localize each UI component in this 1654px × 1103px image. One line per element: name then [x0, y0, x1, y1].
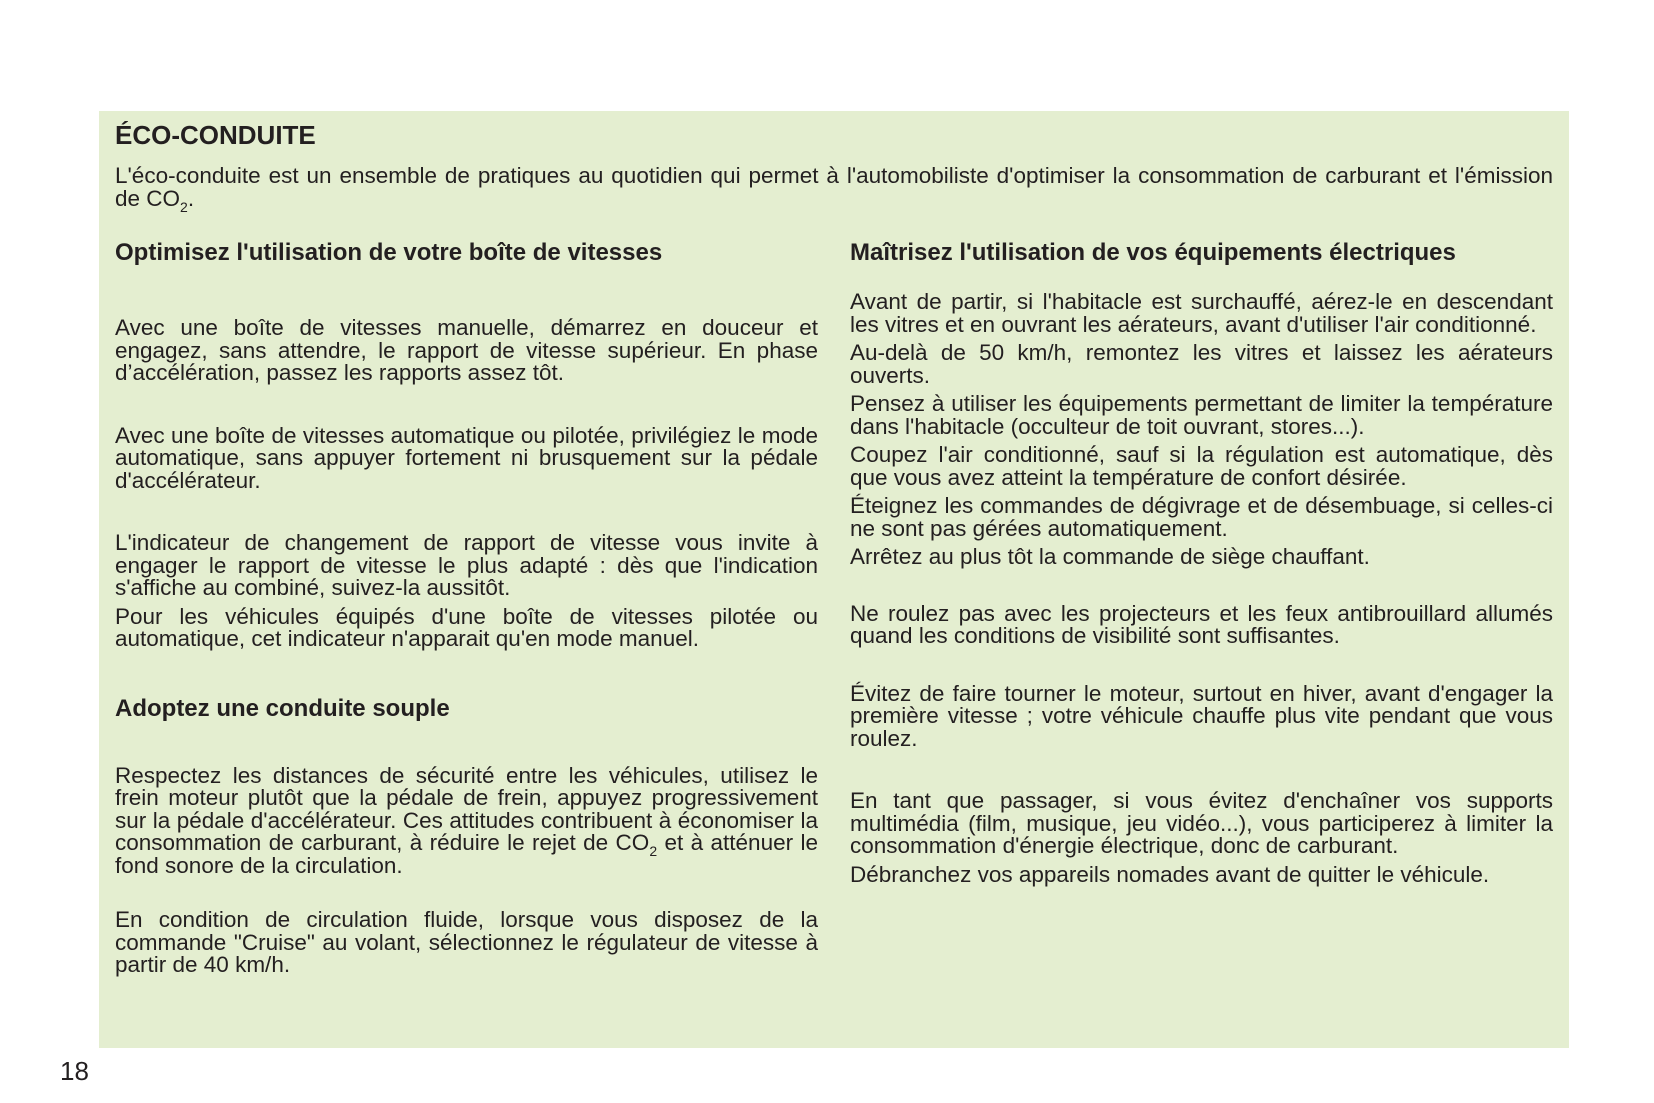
- safety-distance-paragraph: [115, 762, 818, 878]
- defrost-paragraph: Éteignez les commandes de dégivrage et de désembuage, si celles-ci ne sont pas gérées automatiquement.: [850, 493, 1553, 541]
- smooth-driving-heading: Adoptez une conduite souple: [115, 694, 450, 722]
- multimedia-paragraph: En tant que passager, si vous évitez d'enchaîner vos supports multimédia (film, musique, jeu vidéo...), vous participerez à limiter la consommation d'énergie électrique, donc de carburant.: [850, 788, 1553, 858]
- manual-gearbox-paragraph: Avec une boîte de vitesses manuelle, démarrez en douceur et engagez, sans attendre, le rapport de vitesse supérieur. En phase d’accélération, passez les rapports assez tôt.: [115, 315, 818, 385]
- co2-subscript: 2: [649, 843, 658, 859]
- heated-seat-paragraph: Arrêtez au plus tôt la commande de siège chauffant.: [850, 544, 1370, 569]
- automatic-gearbox-paragraph: Avec une boîte de vitesses automatique ou pilotée, privilégiez le mode automatique, sans appuyer fortement ni brusquement sur la pédale d'accélérateur.: [115, 422, 818, 493]
- intro-text: L'éco-conduite est un ensemble de pratiques au quotidien qui permet à l'automobiliste d'optimiser la consommation de carburant et l'émission de CO: [115, 163, 1553, 211]
- intro-subscript: 2: [180, 199, 188, 215]
- air-conditioning-paragraph: Coupez l'air conditionné, sauf si la régulation est automatique, dès que vous avez atteint la température de confort désirée.: [850, 442, 1553, 490]
- engine-idle-paragraph: Évitez de faire tourner le moteur, surtout en hiver, avant d'engager la première vitesse ; votre véhicule chauffe plus vite pendant que vous roulez.: [850, 680, 1553, 751]
- safety-distance-text-end: et à atténuer le fond sonore de la circulation.: [115, 830, 818, 878]
- page-number: 18: [60, 1056, 89, 1086]
- electrical-equipment-heading: Maîtrisez l'utilisation de vos équipements électriques: [850, 239, 1456, 266]
- nomad-devices-paragraph: Débranchez vos appareils nomades avant de quitter le véhicule.: [850, 861, 1490, 887]
- gearbox-heading: Optimisez l'utilisation de votre boîte de vitesses: [115, 239, 663, 266]
- cruise-control-paragraph: En condition de circulation fluide, lorsque vous disposez de la commande "Cruise" au volant, sélectionnez le régulateur de vitesse à partir de 40 km/h.: [115, 907, 818, 977]
- ventilation-paragraph: Avant de partir, si l'habitacle est surchauffé, aérez-le en descendant les vitres et en ouvrant les aérateurs, avant d'utiliser l'air conditionné.: [850, 289, 1553, 337]
- intro-text-end: .: [187, 186, 195, 211]
- safety-distance-text: Respectez les distances de sécurité entre les véhicules, utilisez le frein moteur plutôt que la pédale de frein, appuyez progressivement sur la pédale d'accélérateur. Ces attitudes contribuent à économiser la consommation de carburant, à réduire le rejet de CO: [115, 762, 818, 855]
- gear-indicator-note-paragraph: Pour les véhicules équipés d'une boîte de vitesses pilotée ou automatique, cet indicateur n'apparait qu'en mode manuel.: [115, 603, 818, 651]
- gear-indicator-paragraph: L'indicateur de changement de rapport de vitesse vous invite à engager le rapport de vitesse le plus adapté : dès que l'indication s'affiche au combiné, suivez-la aussitôt.: [115, 530, 818, 600]
- section-title: ÉCO-CONDUITE: [115, 120, 316, 150]
- left-column: [115, 240, 818, 977]
- right-column: [850, 240, 1553, 886]
- intro-paragraph: [115, 163, 1553, 215]
- headlamps-paragraph: Ne roulez pas avec les projecteurs et les feux antibrouillard allumés quand les conditions de visibilité sont suffisantes.: [850, 600, 1553, 648]
- temperature-equipment-paragraph: Pensez à utiliser les équipements permettant de limiter la température dans l'habitacle (occulteur de toit ouvrant, stores...).: [850, 391, 1553, 439]
- windows-paragraph: Au-delà de 50 km/h, remontez les vitres et laissez les aérateurs ouverts.: [850, 340, 1553, 388]
